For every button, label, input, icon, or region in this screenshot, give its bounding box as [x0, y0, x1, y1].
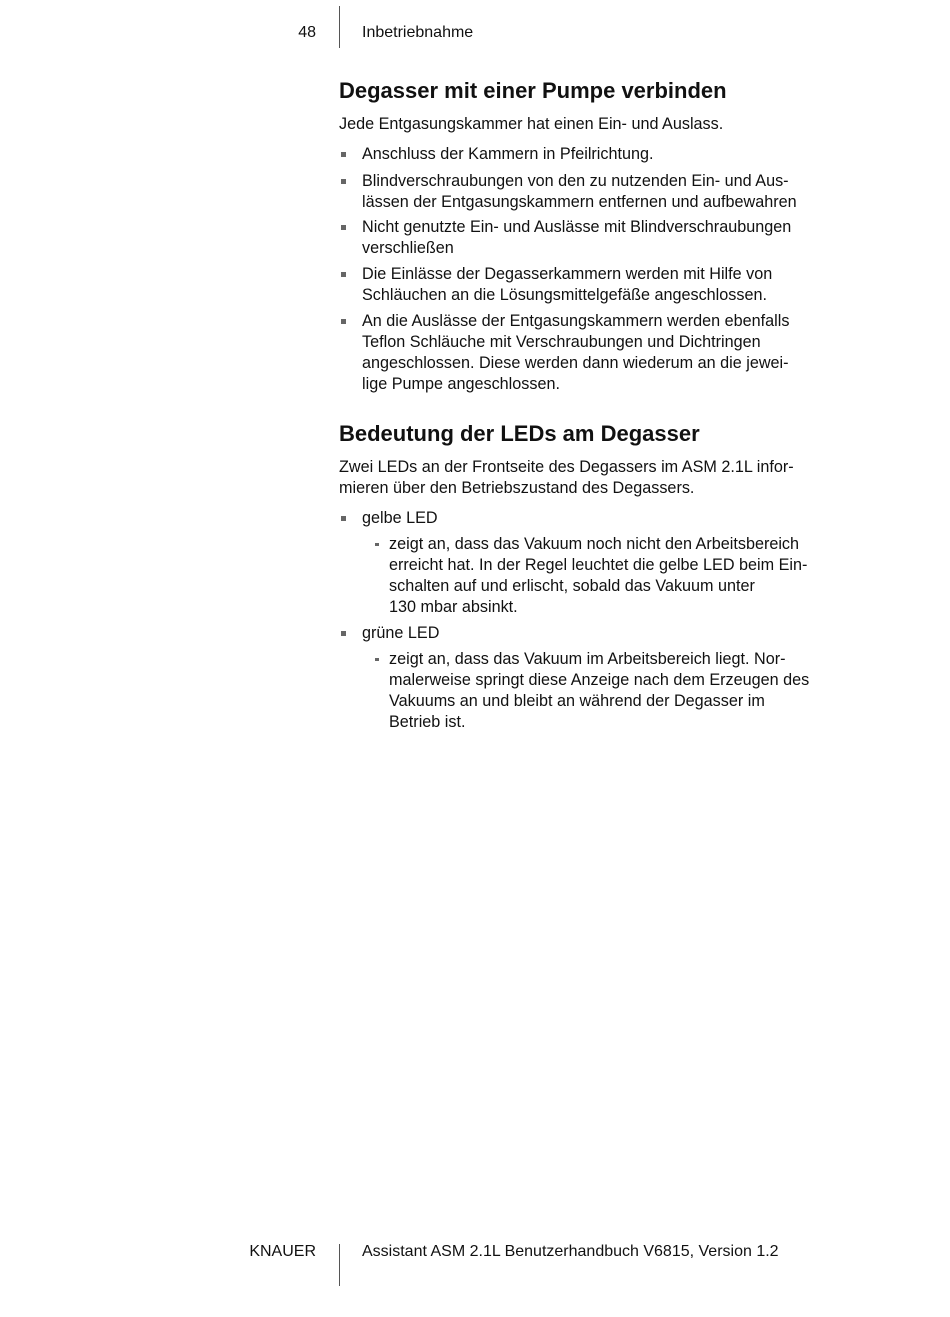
page-number: 48: [298, 24, 316, 41]
bullet-icon: [341, 225, 346, 230]
footer-brand: KNAUER: [249, 1243, 316, 1260]
bullet-icon: [341, 179, 346, 184]
sub-bullet-icon: [375, 658, 379, 661]
bullet-icon: [341, 272, 346, 277]
section-title-degasser-pumpe: Degasser mit einer Pumpe verbinden: [339, 78, 727, 103]
bullet-icon: [341, 631, 346, 636]
bullet-icon: [341, 319, 346, 324]
running-title: Inbetriebnahme: [362, 24, 474, 41]
bullet-icon: [341, 516, 346, 521]
header-divider: [339, 6, 340, 48]
section1-intro: Jede Entgasungskammer hat einen Ein- und Auslass.: [339, 115, 724, 133]
footer-document-title: Assistant ASM 2.1L Benutzerhandbuch V6815, Version 1.2: [362, 1243, 779, 1260]
bullet-icon: [341, 152, 346, 157]
section-title-leds: Bedeutung der LEDs am Degasser: [339, 421, 700, 446]
section2-intro: Zwei LEDs an der Frontseite des Degassers im ASM 2.1L infor- mieren über den Betriebszustand des Degassers.: [339, 458, 794, 497]
footer-divider: [339, 1244, 340, 1286]
sub-bullet-icon: [375, 543, 379, 546]
